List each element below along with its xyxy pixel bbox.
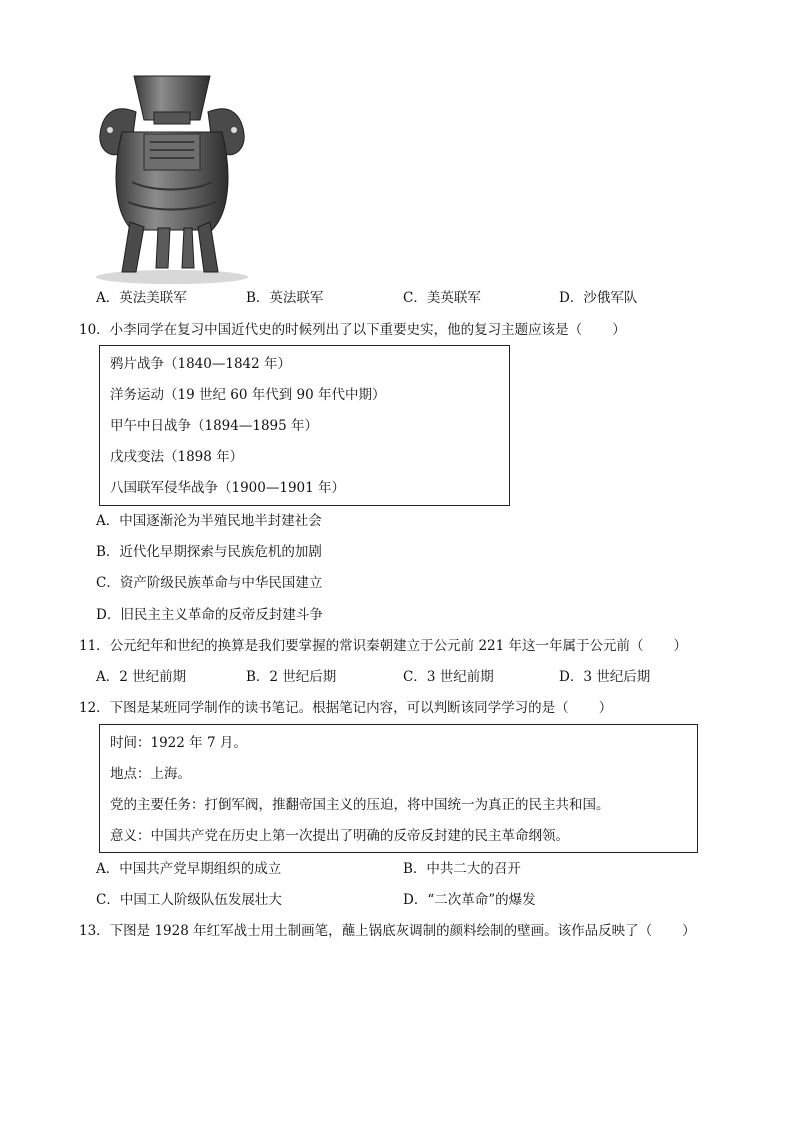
q12-note-task: 党的主要任务：打倒军阀，推翻帝国主义的压迫，将中国统一为真正的民主共和国。 — [110, 797, 610, 813]
q12-option-d: D．“二次革命”的爆发 — [403, 892, 536, 908]
q11-option-c: C．3 世纪前期 — [403, 669, 494, 685]
q10-stem-text: 10．小李同学在复习中国近代史的时候列出了以下重要史实，他的复习主题应该是（ — [79, 322, 583, 338]
q13-stem-text: 13．下图是 1928 年红军战士用土制画笔，蘸上锅底灰调制的颜料绘制的壁画。该作品反映了（ — [79, 923, 653, 939]
q13-stem — [79, 921, 696, 941]
q10-option-c: C．资产阶级民族革命与中华民国建立 — [96, 575, 323, 591]
q10-fact-4: 戊戌变法（1898 年） — [110, 449, 244, 465]
q11-stem-text: 11．公元纪年和世纪的换算是我们要掌握的常识秦朝建立于公元前 221 年这一年属于公元前（ — [79, 638, 644, 654]
q10-option-a: A．中国逐渐沦为半殖民地半封建社会 — [96, 513, 322, 529]
q13-paren-close: ） — [682, 923, 696, 939]
q12-note-place: 地点：上海。 — [110, 766, 191, 782]
q12-notes-box — [99, 724, 698, 853]
q9-option-d: D．沙俄军队 — [559, 290, 638, 306]
q10-fact-1: 鸦片战争（1840—1842 年） — [110, 356, 292, 372]
q11-option-d: D．3 世纪后期 — [559, 669, 651, 685]
q12-stem — [79, 698, 612, 718]
q9-option-c: C．美英联军 — [403, 290, 481, 306]
q12-note-time: 时间：1922 年 7 月。 — [110, 735, 247, 751]
q10-paren-close: ） — [612, 322, 626, 338]
q11-stem — [79, 636, 687, 656]
q12-option-c: C．中国工人阶级队伍发展壮大 — [96, 892, 282, 908]
q10-fact-3: 甲午中日战争（1894—1895 年） — [110, 418, 319, 434]
q11-option-b: B．2 世纪后期 — [246, 669, 337, 685]
q10-stem — [79, 320, 626, 340]
q12-note-meaning: 意义：中国共产党在历史上第一次提出了明确的反帝反封建的民主革命纲领。 — [110, 828, 569, 844]
q10-facts-box — [99, 345, 510, 506]
q12-stem-text: 12．下图是某班同学制作的读书笔记。根据笔记内容，可以判断该同学学习的是（ — [79, 700, 569, 716]
bronze-vessel-image — [92, 72, 252, 286]
q10-fact-5: 八国联军侵华战争（1900—1901 年） — [110, 480, 346, 496]
q10-fact-2: 洋务运动（19 世纪 60 年代到 90 年代中期） — [110, 387, 386, 403]
q10-option-d: D．旧民主主义革命的反帝反封建斗争 — [96, 607, 323, 623]
q10-option-b: B．近代化早期探索与民族危机的加剧 — [96, 544, 322, 560]
q12-option-a: A．中国共产党早期组织的成立 — [96, 861, 282, 877]
q9-option-b: B．英法联军 — [246, 290, 324, 306]
q12-paren-close: ） — [598, 700, 613, 716]
q12-option-b: B．中共二大的召开 — [403, 861, 521, 877]
q9-option-a: A．英法美联军 — [96, 290, 187, 306]
q11-option-a: A．2 世纪前期 — [96, 669, 187, 685]
q11-paren-close: ） — [673, 638, 688, 654]
